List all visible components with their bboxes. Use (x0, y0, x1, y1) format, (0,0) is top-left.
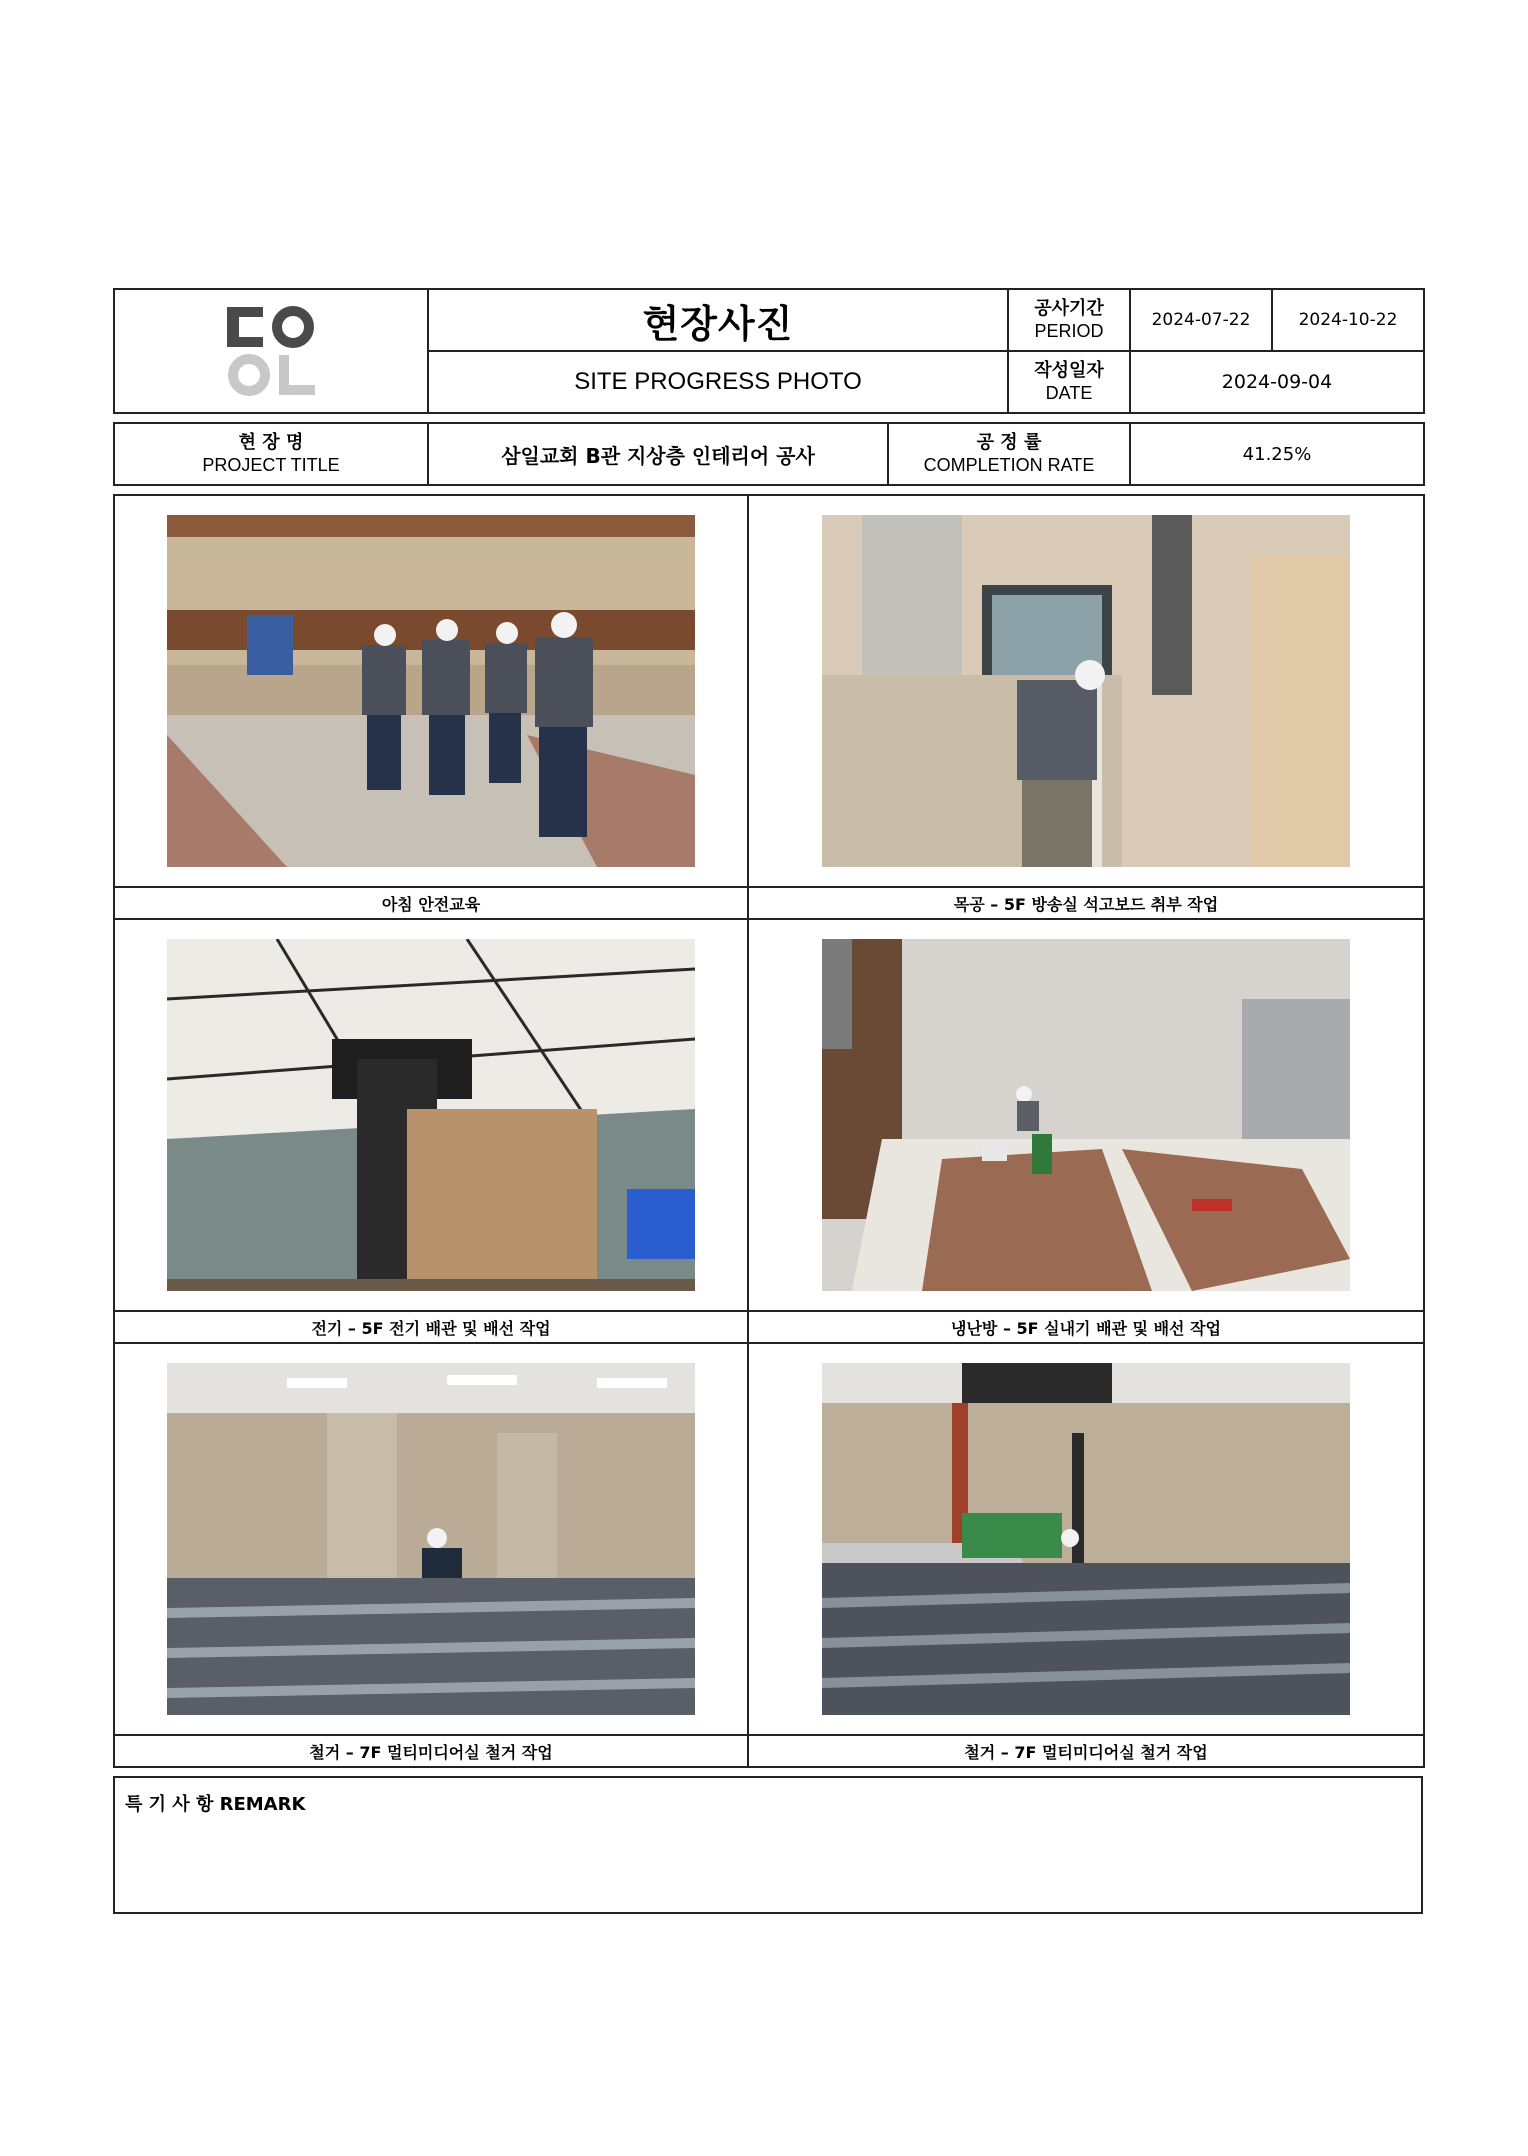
date-label-cell (1008, 351, 1130, 413)
photo-cell-6 (748, 1343, 1424, 1735)
remark-table (113, 1776, 1423, 1914)
period-start: 2024-07-22 (1130, 289, 1272, 351)
photo-cell-5 (114, 1343, 748, 1735)
photo-caption-1: 아침 안전교육 (114, 887, 748, 919)
photo-caption-4: 냉난방 – 5F 실내기 배관 및 배선 작업 (748, 1311, 1424, 1343)
completion-rate-value: 41.25% (1130, 423, 1424, 485)
photo-table (113, 494, 1425, 1768)
safety-briefing-photo (167, 515, 695, 867)
electrical-conduit-photo (167, 939, 695, 1291)
photo-cell-4 (748, 919, 1424, 1311)
demolition-photo-2 (822, 1363, 1350, 1715)
completion-rate-label-ko: 공 정 률 (976, 432, 1042, 453)
photo-caption-6: 철거 – 7F 멀티미디어실 철거 작업 (748, 1735, 1424, 1767)
photo-cell-2 (748, 495, 1424, 887)
company-logo (114, 289, 428, 413)
remark-label: 특 기 사 항 REMARK (114, 1777, 1422, 1913)
carpentry-gypsum-board-photo (822, 515, 1350, 867)
photo-caption-5: 철거 – 7F 멀티미디어실 철거 작업 (114, 1735, 748, 1767)
completion-rate-label-en: COMPLETION RATE (923, 455, 1095, 475)
page-title: 현장사진 (642, 301, 794, 346)
period-label-ko: 공사기간 (1034, 298, 1104, 319)
demolition-photo-1 (167, 1363, 695, 1715)
project-info-table (113, 422, 1425, 486)
photo-cell-1 (114, 495, 748, 887)
title-en-cell (428, 351, 1008, 413)
company-logo-icon (225, 303, 317, 399)
title-ko-cell (428, 289, 1008, 351)
period-label-en: PERIOD (1034, 321, 1104, 341)
hvac-indoor-unit-photo (822, 939, 1350, 1291)
date-label-en: DATE (1045, 383, 1093, 403)
report-sheet (113, 288, 1423, 1914)
header-table (113, 288, 1425, 414)
date-label-ko: 작성일자 (1034, 360, 1104, 381)
page-subtitle: SITE PROGRESS PHOTO (574, 368, 862, 395)
period-end: 2024-10-22 (1272, 289, 1424, 351)
project-title-value: 삼일교회 B관 지상층 인테리어 공사 (428, 423, 888, 485)
project-title-label-ko: 현 장 명 (238, 432, 304, 453)
date-value: 2024-09-04 (1130, 351, 1424, 413)
photo-caption-3: 전기 – 5F 전기 배관 및 배선 작업 (114, 1311, 748, 1343)
period-label-cell (1008, 289, 1130, 351)
project-title-label-en: PROJECT TITLE (202, 455, 340, 475)
photo-caption-2: 목공 – 5F 방송실 석고보드 취부 작업 (748, 887, 1424, 919)
completion-rate-label-cell (888, 423, 1130, 485)
project-title-label-cell (114, 423, 428, 485)
photo-cell-3 (114, 919, 748, 1311)
